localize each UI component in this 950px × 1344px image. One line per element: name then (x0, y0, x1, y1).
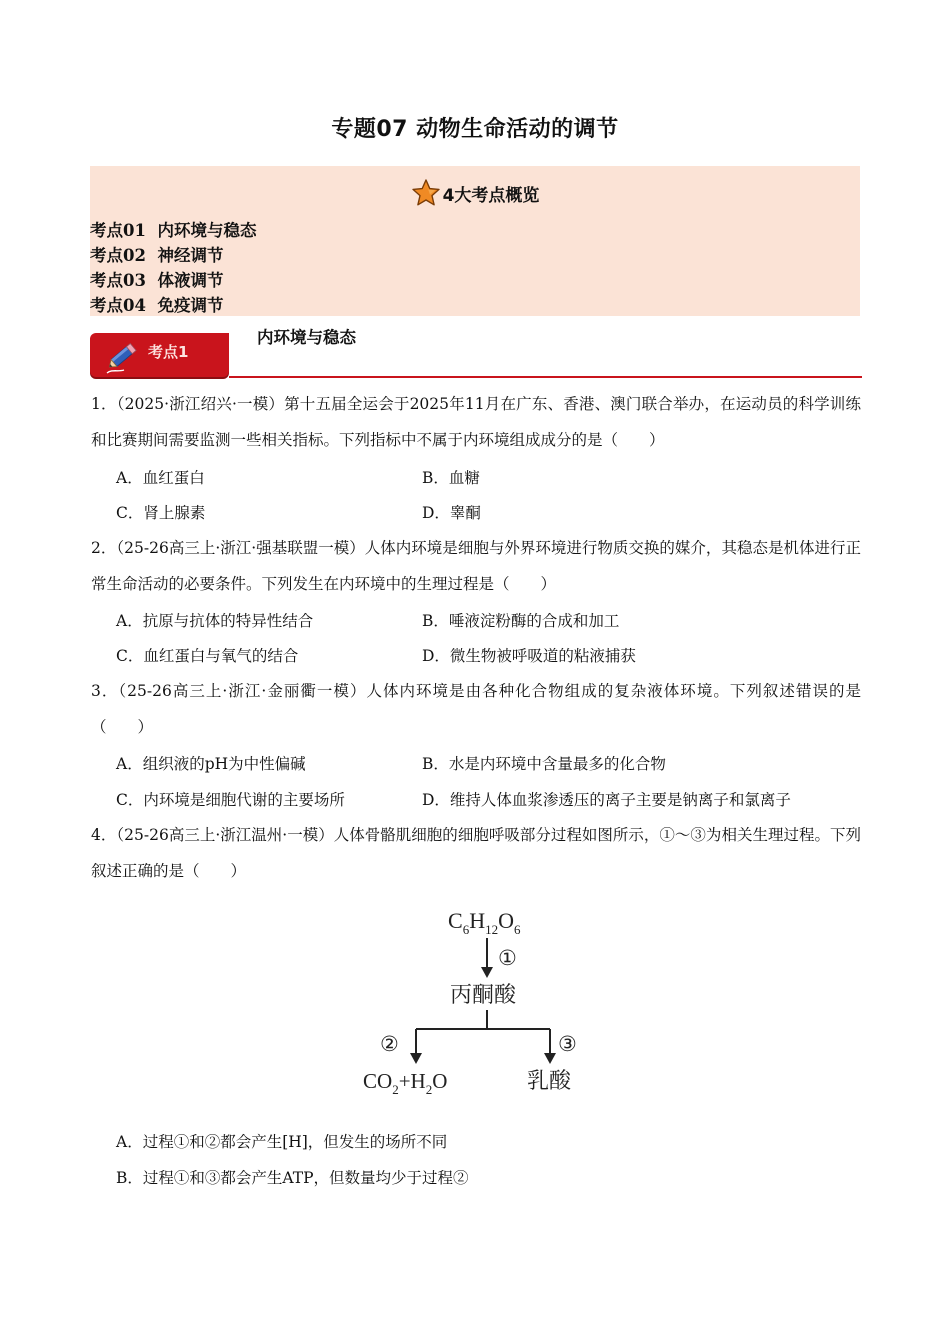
overview-item: 考点03 体液调节 (90, 271, 224, 290)
option: C．内环境是细胞代谢的主要场所 (116, 791, 345, 809)
lactic-acid-label: 乳酸 (527, 1069, 572, 1094)
option: C．肾上腺素 (116, 504, 206, 522)
option: A．血红蛋白 (116, 469, 205, 487)
arrow-head (544, 1053, 556, 1064)
option: A．组织液的pH为中性偏碱 (116, 755, 306, 773)
option: A．过程①和②都会产生[H]，但发生的场所不同 (116, 1133, 448, 1151)
star-icon (411, 178, 441, 208)
overview-header (90, 176, 860, 210)
overview-item: 考点04 免疫调节 (90, 296, 224, 315)
question-stem: 4．（25-26高三上·浙江温州·一模）人体骨骼肌细胞的细胞呼吸部分过程如图所示，①～③为相关生理过程。下列叙述正确的是（ ） (91, 826, 861, 880)
pyruvate-label: 丙酮酸 (450, 983, 517, 1008)
overview-box (90, 166, 860, 316)
section-header (90, 324, 862, 380)
step-2-label: ② (380, 1032, 399, 1056)
option: B．水是内环境中含量最多的化合物 (422, 755, 666, 773)
overview-list (90, 218, 256, 318)
pencil-icon (104, 339, 140, 375)
option: D．睾酮 (422, 504, 481, 522)
step-1-label: ① (498, 946, 517, 970)
section-tag (90, 333, 229, 377)
co2-water-label: $CO_2+H_2O$ (363, 1069, 448, 1097)
overview-heading: 4大考点概览 (442, 185, 540, 206)
section-title: 内环境与稳态 (257, 328, 356, 347)
page-title: 专题07 动物生命活动的调节 (331, 117, 619, 142)
question-stem: 2．（25-26高三上·浙江·强基联盟一模）人体内环境是细胞与外界环境进行物质交换的媒介，其稳态是机体进行正常生命活动的必要条件。下列发生在内环境中的生理过程是（ ） (91, 539, 861, 593)
arrow-head (481, 967, 493, 978)
section-tag-label: 考点1 (148, 343, 189, 361)
question-stem: 3．（25-26高三上·浙江·金丽衢一模）人体内环境是由各种化合物组成的复杂液体环境。下列叙述错误的是（ ） (91, 682, 861, 736)
question-stem: 1．（2025·浙江绍兴·一模）第十五届全运会于2025年11月在广东、香港、澳门联合举办，在运动员的科学训练和比赛期间需要监测一些相关指标。下列指标中不属于内环境组成成分的是（ ） (91, 395, 861, 449)
option: D．微生物被呼吸道的粘液捕获 (422, 647, 636, 665)
option: B．血糖 (422, 469, 480, 487)
overview-item: 考点01 内环境与稳态 (90, 221, 257, 240)
step-3-label: ③ (558, 1032, 577, 1056)
glucose-formula: $C_6H_{12}O_6$ (448, 908, 521, 937)
option: D．维持人体血浆渗透压的离子主要是钠离子和氯离子 (422, 791, 791, 809)
overview-item: 考点02 神经调节 (90, 246, 224, 265)
option: C．血红蛋白与氧气的结合 (116, 647, 299, 665)
option: B．过程①和③都会产生ATP，但数量均少于过程② (116, 1169, 469, 1187)
arrow-head (410, 1053, 422, 1064)
option: A．抗原与抗体的特异性结合 (116, 612, 314, 630)
section-divider (229, 376, 862, 378)
respiration-diagram (350, 898, 600, 1103)
option: B．唾液淀粉酶的合成和加工 (422, 612, 620, 630)
